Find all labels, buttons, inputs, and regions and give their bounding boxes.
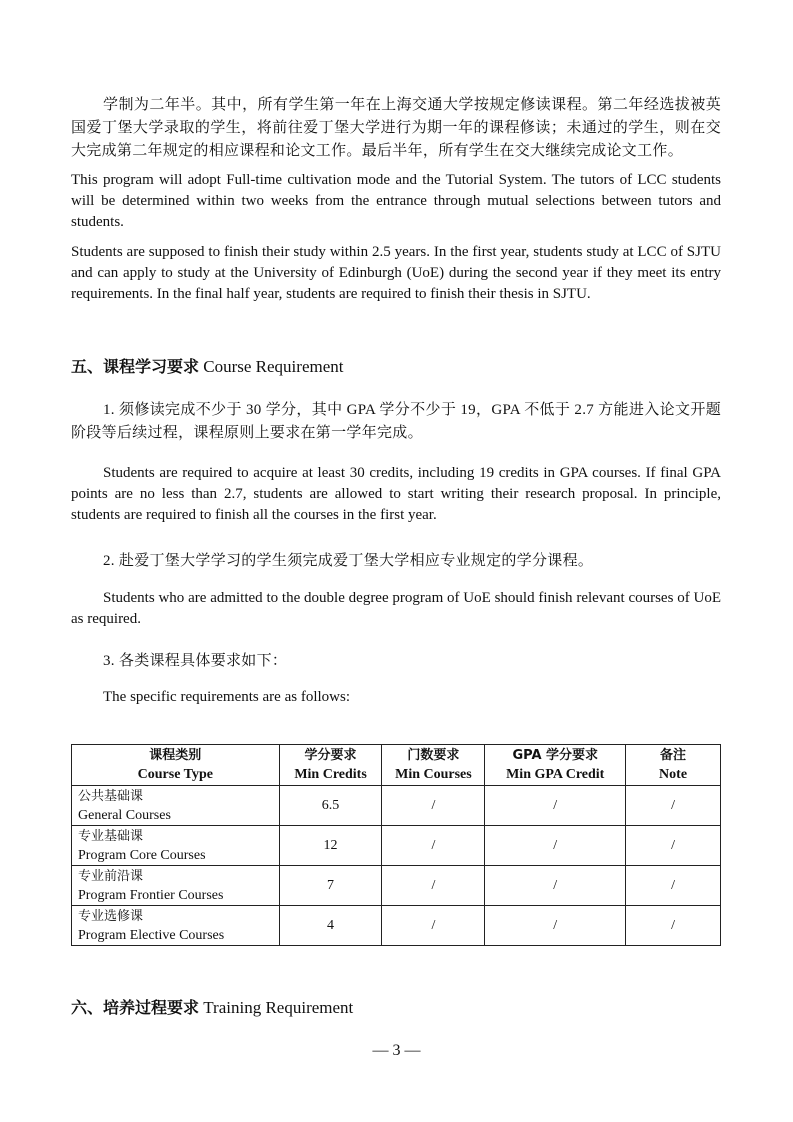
cell-course-type: 专业基础课 Program Core Courses (72, 826, 280, 866)
cell-credits: 4 (279, 906, 382, 946)
intro-cn-paragraph: 学制为二年半。其中，所有学生第一年在上海交通大学按规定修读课程。第二年经选拔被英国爱丁堡大学录取的学生，将前往爱丁堡大学进行为期一年的课程修读；未通过的学生，则在交大完成第二年规定的相应课程和论文工作。最后半年，所有学生在交大继续完成论文工作。 (71, 97, 721, 159)
item3-en: The specific requirements are as follows: (103, 689, 350, 705)
cell-gpa: / (485, 786, 626, 826)
item1-cn: 1. 须修读完成不少于 30 学分，其中 GPA 学分不少于 19，GPA 不低于 2.7 方能进入论文开题阶段等后续过程，课程原则上要求在第一学年完成。 (71, 402, 721, 441)
section6-heading (71, 996, 353, 1020)
cell-gpa: / (485, 826, 626, 866)
header-min-credits: 学分要求 Min Credits (279, 745, 382, 786)
header-min-gpa-credit: GPA 学分要求 Min GPA Credit (485, 745, 626, 786)
cell-courses: / (382, 866, 485, 906)
cell-note: / (626, 906, 721, 946)
intro-en-paragraph-2: Students are supposed to finish their study within 2.5 years. In the first year, students study at LCC of SJTU and can apply to study at the University of Edinburgh (UoE) during the second year if they meet its entry requirements. In the final half year, students are required to finish their thesis in SJTU. (71, 244, 721, 302)
table-row (72, 906, 721, 946)
table-header-row (72, 745, 721, 786)
cell-courses: / (382, 786, 485, 826)
cell-credits: 12 (279, 826, 382, 866)
table-row (72, 866, 721, 906)
cell-courses: / (382, 906, 485, 946)
cell-note: / (626, 826, 721, 866)
cell-note: / (626, 786, 721, 826)
section6-title-cn: 六、培养过程要求 (71, 998, 200, 1017)
table-row (72, 786, 721, 826)
cell-courses: / (382, 826, 485, 866)
cell-credits: 7 (279, 866, 382, 906)
section6-title-en: Training Requirement (203, 998, 354, 1017)
cell-course-type: 专业选修课 Program Elective Courses (72, 906, 280, 946)
cell-note: / (626, 866, 721, 906)
course-requirements-table (71, 744, 721, 946)
section5-title-en: Course Requirement (203, 357, 344, 376)
intro-en-paragraph-1: This program will adopt Full-time cultivation mode and the Tutorial System. The tutors of LCC students will be determined within two weeks from the entrance through mutual selections between tutors and students. (71, 172, 721, 230)
cell-gpa: / (485, 866, 626, 906)
header-note: 备注 Note (626, 745, 721, 786)
header-course-type: 课程类别 Course Type (72, 745, 280, 786)
header-min-courses: 门数要求 Min Courses (382, 745, 485, 786)
section5-heading (71, 355, 343, 379)
cell-course-type: 公共基础课 General Courses (72, 786, 280, 826)
page-number: — 3 — (372, 1042, 421, 1059)
item2-en: Students who are admitted to the double degree program of UoE should finish relevant courses of UoE as required. (71, 590, 721, 627)
section5-title-cn: 五、课程学习要求 (71, 357, 200, 376)
item2-cn: 2. 赴爱丁堡大学学习的学生须完成爱丁堡大学相应专业规定的学分课程。 (103, 553, 594, 569)
cell-gpa: / (485, 906, 626, 946)
cell-credits: 6.5 (279, 786, 382, 826)
item3-cn: 3. 各类课程具体要求如下： (103, 653, 288, 669)
item1-en: Students are required to acquire at least 30 credits, including 19 credits in GPA courses. If final GPA points are no less than 2.7, students are allowed to start writing their research proposal. In principle, students are required to finish all the courses in the first year. (71, 465, 721, 523)
cell-course-type: 专业前沿课 Program Frontier Courses (72, 866, 280, 906)
table-row (72, 826, 721, 866)
